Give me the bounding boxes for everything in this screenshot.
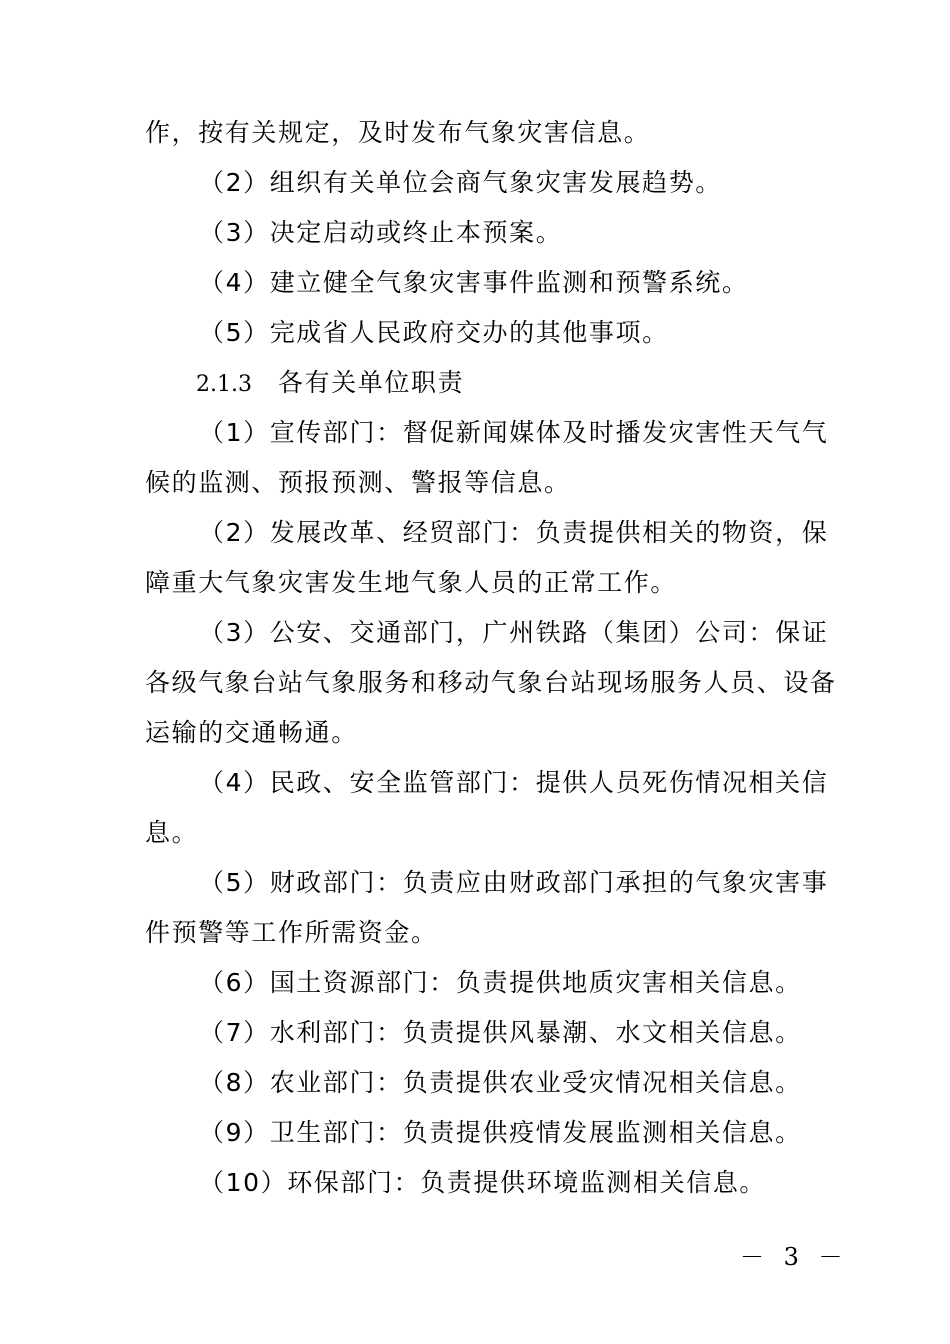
section-title: 各有关单位职责: [277, 368, 465, 397]
paragraph-line: （9）卫生部门：负责提供疫情发展监测相关信息。: [199, 1118, 802, 1147]
paragraph-line: 障重大气象灾害发生地气象人员的正常工作。: [145, 568, 678, 597]
paragraph-line: （5）完成省人民政府交办的其他事项。: [199, 318, 669, 347]
paragraph-line: 息。: [145, 818, 199, 847]
paragraph-line: （3）公安、交通部门，广州铁路（集团）公司：保证: [199, 618, 829, 647]
paragraph-line: 候的监测、预报预测、警报等信息。: [145, 468, 571, 497]
section-number: 2.1.3: [196, 372, 252, 397]
paragraph-line: 各级气象台站气象服务和移动气象台站现场服务人员、设备: [145, 668, 837, 697]
paragraph-line: （1）宣传部门：督促新闻媒体及时播发灾害性天气气: [199, 418, 829, 447]
paragraph-line: （2）发展改革、经贸部门：负责提供相关的物资，保: [199, 518, 829, 547]
paragraph-line: 件预警等工作所需资金。: [145, 918, 438, 947]
paragraph-line: （8）农业部门：负责提供农业受灾情况相关信息。: [199, 1068, 802, 1097]
paragraph-line: （3）决定启动或终止本预案。: [199, 218, 563, 247]
paragraph-line: （7）水利部门：负责提供风暴潮、水文相关信息。: [199, 1018, 802, 1047]
paragraph-line: （4）民政、安全监管部门：提供人员死伤情况相关信: [199, 768, 829, 797]
paragraph-line: 作，按有关规定，及时发布气象灾害信息。: [145, 118, 651, 147]
page-number: － 3 －: [740, 1243, 849, 1271]
paragraph-line: （6）国土资源部门：负责提供地质灾害相关信息。: [199, 968, 802, 997]
paragraph-line: （10）环保部门：负责提供环境监测相关信息。: [199, 1168, 767, 1197]
paragraph-line: （2）组织有关单位会商气象灾害发展趋势。: [199, 168, 722, 197]
paragraph-line: （5）财政部门：负责应由财政部门承担的气象灾害事: [199, 868, 829, 897]
paragraph-line: （4）建立健全气象灾害事件监测和预警系统。: [199, 268, 749, 297]
paragraph-line: 运输的交通畅通。: [145, 718, 358, 747]
section-heading: [196, 368, 876, 400]
